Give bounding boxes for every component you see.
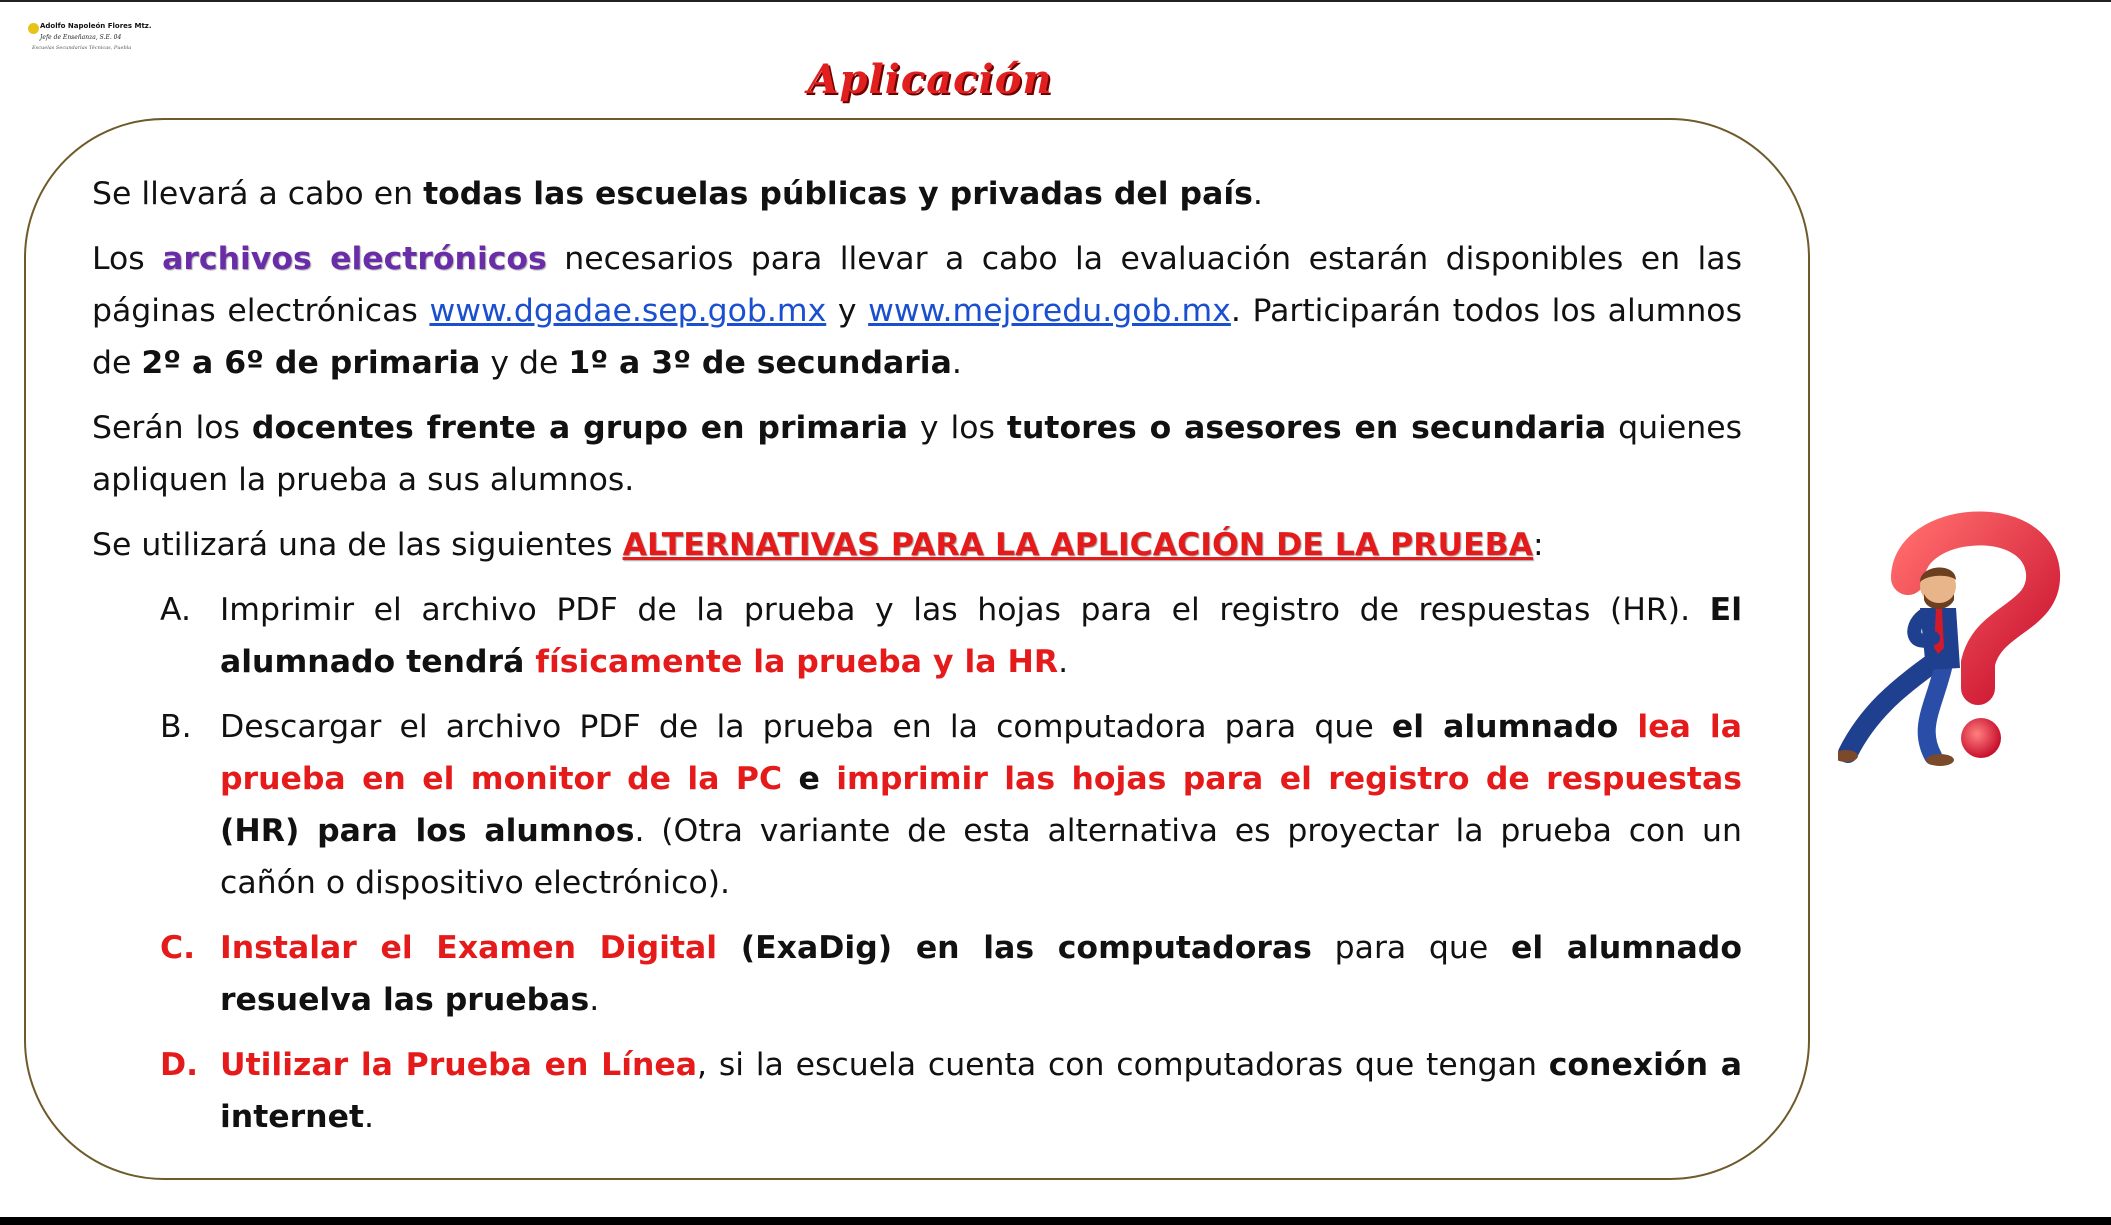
list-label: D.	[160, 1047, 199, 1083]
text-run: necesarios para llevar a cabo la evaluación estarán disponibles en las páginas electrónicas	[92, 241, 1742, 329]
bold-run: 1º a 3º de secundaria	[568, 345, 952, 381]
bold-run: todas las escuelas públicas y privadas del país	[423, 176, 1253, 212]
text-run: . Participarán todos los alumnos de	[92, 293, 1742, 381]
author-logo	[28, 20, 152, 60]
logo-line-3: Escuelas Secundarias Técnicas, Puebla	[32, 45, 132, 51]
alternatives-heading: ALTERNATIVAS PARA LA APLICACIÓN DE LA PRUEBA	[622, 527, 1534, 563]
logo-line-2: Jefe de Enseñanza, S.E. 04	[40, 34, 122, 41]
text-run: . (Otra variante de esta alternativa es proyectar la prueba con un cañón o dispositivo electrónico).	[220, 813, 1742, 901]
list-label: A.	[160, 592, 192, 628]
red-run: Utilizar la Prueba en Línea	[220, 1047, 698, 1083]
bold-run: el alumnado resuelva las pruebas	[220, 930, 1742, 1018]
text-run: quienes apliquen la prueba a sus alumnos.	[92, 410, 1742, 498]
paragraph-scope	[92, 168, 1742, 220]
bold-run: tutores o asesores en secundaria	[1006, 410, 1607, 446]
slide-body	[92, 168, 1742, 1156]
text-run: Descargar el archivo PDF de la prueba en la computadora para que	[220, 709, 1392, 745]
paragraph-teachers	[92, 402, 1742, 506]
red-run: lea la prueba en el monitor de la PC	[220, 709, 1742, 797]
text-run: , si la escuela cuenta con computadoras que tengan	[697, 1047, 1549, 1083]
text-run: .	[364, 1099, 375, 1135]
paragraph-alternatives	[92, 519, 1742, 571]
text-run: Serán los	[92, 410, 252, 446]
bold-run: e	[782, 761, 837, 797]
text-run: Imprimir el archivo PDF de la prueba y las hojas para el registro de respuestas (HR).	[220, 592, 1710, 628]
bold-run: conexión a internet	[220, 1047, 1742, 1135]
text-run: Los	[92, 241, 163, 277]
list-label: C.	[160, 930, 196, 966]
text-run: Se utilizará una de las siguientes	[92, 527, 623, 563]
list-item-c	[92, 922, 1742, 1026]
bold-run: (ExaDig) en las computadoras	[717, 930, 1312, 966]
text-run: .	[1058, 644, 1069, 680]
list-label: B.	[160, 709, 192, 745]
bold-run: (HR) para los alumnos	[220, 813, 635, 849]
list-item-b	[92, 701, 1742, 909]
thinking-man-question-mark-icon	[1838, 498, 2078, 778]
slide-title: Aplicación	[807, 56, 1053, 103]
text-run: .	[951, 345, 962, 381]
top-rule	[0, 0, 2111, 2]
bold-run: El alumnado tendrá	[220, 592, 1742, 680]
red-run: Instalar el Examen Digital	[220, 930, 718, 966]
text-run: y de	[480, 345, 569, 381]
list-item-d	[92, 1039, 1742, 1143]
bold-run: el alumnado	[1391, 709, 1638, 745]
logo-dot-icon	[28, 23, 39, 34]
red-run: imprimir las hojas para el registro de respuestas	[836, 761, 1742, 797]
list-item-a	[92, 584, 1742, 688]
link-mejoredu[interactable]: www.mejoredu.gob.mx	[868, 293, 1231, 329]
text-run: Se llevará a cabo en	[92, 176, 424, 212]
text-run: para que	[1311, 930, 1511, 966]
text-run: .	[1252, 176, 1263, 212]
red-run: físicamente la prueba y la HR	[535, 644, 1059, 680]
text-run: .	[589, 982, 600, 1018]
paragraph-files	[92, 233, 1742, 389]
bold-run: 2º a 6º de primaria	[141, 345, 481, 381]
highlight-files: archivos electrónicos	[162, 241, 547, 277]
logo-line-1: Adolfo Napoleón Flores Mtz.	[40, 22, 152, 30]
link-dgadae[interactable]: www.dgadae.sep.gob.mx	[429, 293, 827, 329]
text-run: y	[826, 293, 869, 329]
bold-run: docentes frente a grupo en primaria	[251, 410, 908, 446]
text-run: y los	[907, 410, 1007, 446]
text-run: :	[1533, 527, 1544, 563]
bottom-bar	[0, 1217, 2111, 1225]
